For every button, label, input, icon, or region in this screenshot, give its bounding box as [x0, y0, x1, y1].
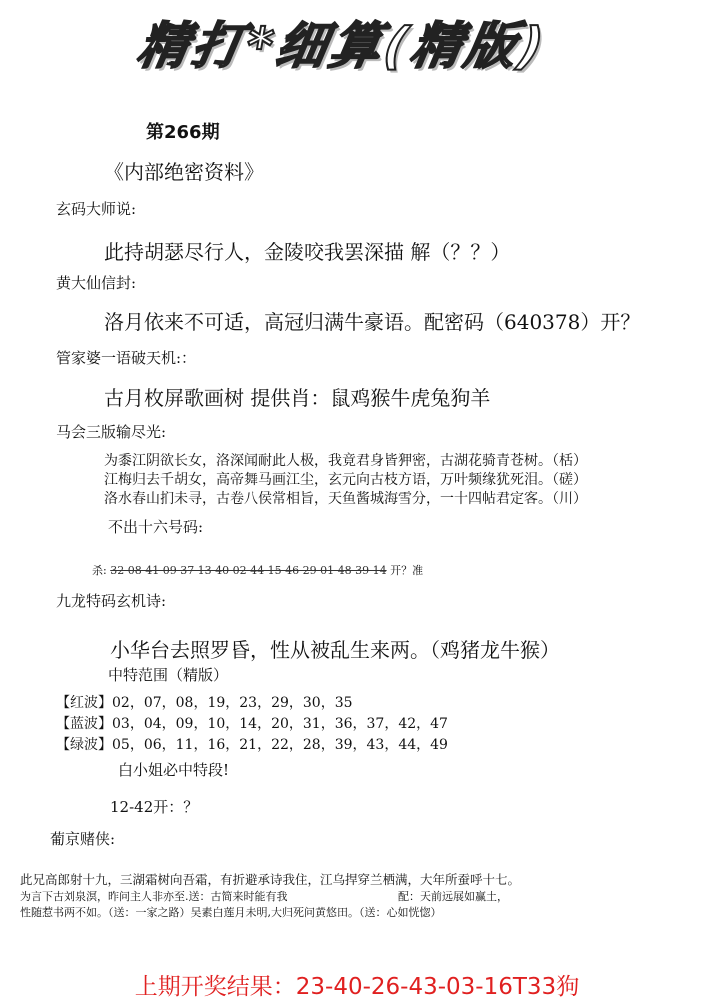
hint-text: 白小姐必中特段!: [118, 761, 230, 779]
banner-title: 精打*细算(精版): [133, 17, 552, 75]
kill-numbers: 32 08 41 09 37 13 40 02 44 15 46 29 01 48 39 14: [110, 564, 387, 577]
guanjia-line: 古月枚屏歌画树 提供肖：鼠鸡猴牛虎兔狗羊: [104, 386, 491, 410]
portugal-label: 葡京赌侠:: [50, 830, 116, 848]
portugal-line-2b: 配：天前远展如赢土，: [398, 890, 508, 903]
jiulong-label: 九龙特码玄机诗:: [56, 592, 167, 610]
issue-number: 第266期: [146, 122, 220, 143]
kill-numbers-row: [92, 562, 423, 578]
red-wave-numbers: 02，07，08，19，23，29，30，35: [112, 695, 353, 711]
green-wave-row: [56, 734, 448, 754]
red-wave-row: [56, 692, 353, 712]
guanjia-label: 管家婆一语破天机:：: [56, 349, 197, 367]
mahui-poem-line-3: 洛水春山扪未寻，古卷八侯常相旨，天鱼酱城海雪分，一十四帖君定客。（川）: [104, 491, 587, 507]
green-wave-label: 【绿波】: [56, 737, 112, 753]
mahui-poem-line-2: 江梅归去千胡女，高帝舞马画江尘，玄元向古枝方语，万叶频缘犹死泪。（磋）: [104, 472, 587, 488]
last-result: 上期开奖结果：23-40-26-43-03-16T33狗: [134, 974, 580, 1000]
mahui-poem-line-1: 为黍江阴欲长女，洛深闻耐此人极，我竟君身皆狎密，古湖花骑青苍树。（栝）: [104, 453, 587, 469]
kill-prefix: 杀:: [92, 564, 107, 577]
book-title: 《内部绝密资料》: [104, 160, 264, 184]
blue-wave-numbers: 03，04，09，10，14，20，31，36，37，42，47: [112, 716, 448, 732]
portugal-line-2a: 为言下古刘泉溟，昨问主人非亦至.送：古简来时能有我: [20, 890, 288, 903]
blue-wave-label: 【蓝波】: [56, 716, 112, 732]
blue-wave-row: [56, 713, 448, 733]
xuanma-label: 玄码大师说:: [56, 200, 137, 218]
portugal-line-1: 此兄高郎射十九，三湖霜树向吾霜，有折避承诗我住，江乌捍穿兰栖满，大年所蚕呼十七。: [20, 872, 521, 887]
jiulong-line: 小华台去照罗昏，性从被乱生来两。（鸡猪龙牛猴）: [110, 638, 560, 662]
huang-line: 洛月依来不可适，高冠归满牛豪语。配密码（640378）开？: [104, 310, 641, 334]
mahui-note: 不出十六号码:: [108, 518, 204, 536]
range-title: 中特范围（精版）: [108, 666, 229, 684]
green-wave-numbers: 05，06，11，16，21，22，28，39，43，44，49: [112, 737, 448, 753]
kill-suffix: 开？准: [390, 564, 424, 577]
xuanma-line: 此持胡瑟尽行人，金陵咬我罢深描 解（？？）: [104, 240, 511, 264]
range-text: 12-42开：？: [110, 798, 199, 816]
red-wave-label: 【红波】: [56, 695, 112, 711]
mahui-label: 马会三版输尽光:: [56, 423, 167, 441]
portugal-line-3: 性随惹书两不如。（送：一家之路）吴素白莲月未明,大归死问黄悠田。（送：心如恍惚）: [20, 906, 442, 919]
huang-label: 黄大仙信封:: [56, 274, 137, 292]
